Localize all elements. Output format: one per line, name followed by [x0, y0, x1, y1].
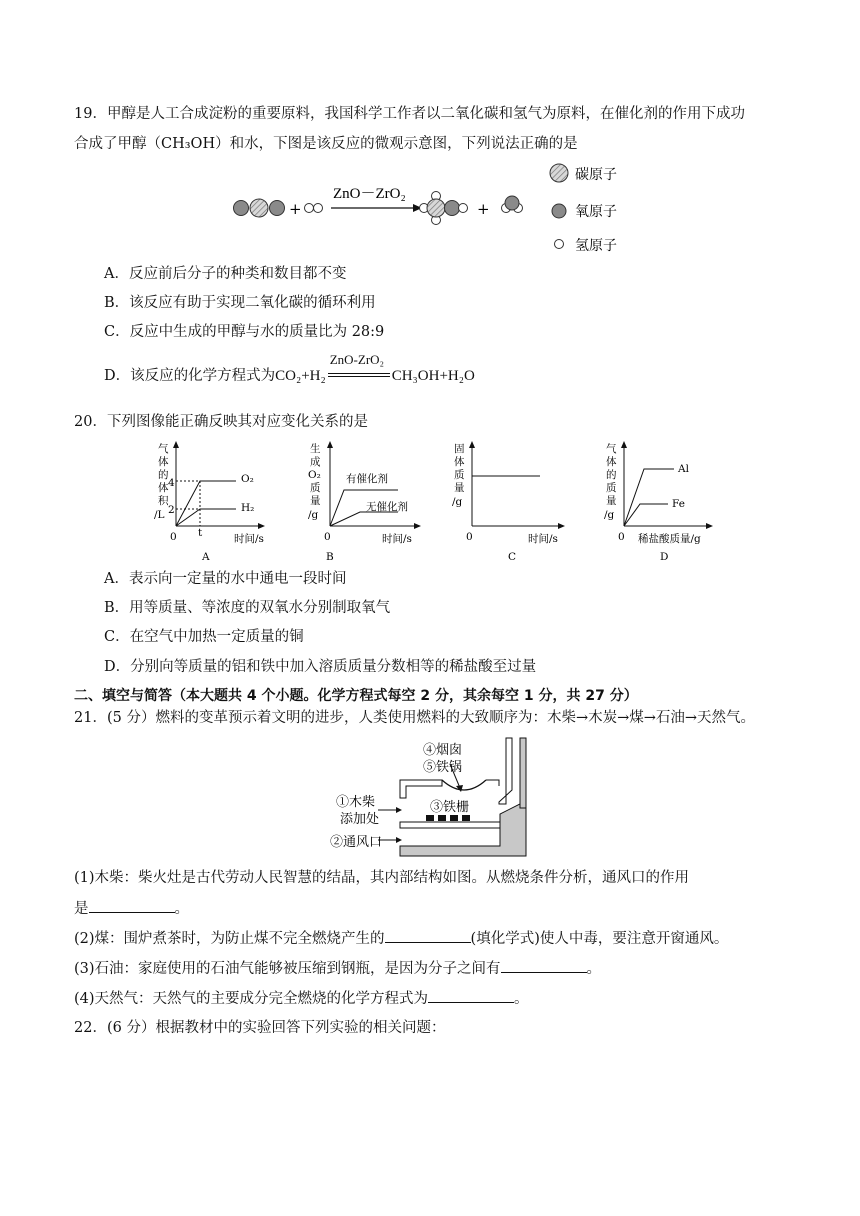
svg-text:/g: /g	[452, 496, 463, 508]
graph-d	[598, 440, 728, 562]
legend-hydrogen	[555, 238, 618, 254]
q19-catalyst: ZnO－ZrO₂	[333, 186, 406, 202]
q20-option-b: B．用等质量、等浓度的双氧水分别制取氧气	[104, 600, 391, 616]
svg-text:的: 的	[158, 469, 169, 481]
q20-stem: 20．下列图像能正确反映其对应变化关系的是	[74, 414, 368, 430]
svg-text:+: +	[477, 200, 490, 218]
q19-micro-diagram	[225, 160, 645, 256]
graph-a	[148, 440, 278, 562]
svg-text:氢原子: 氢原子	[575, 238, 617, 254]
svg-text:时间/s: 时间/s	[382, 533, 412, 545]
svg-text:量: 量	[606, 495, 617, 507]
q20-option-c: C．在空气中加热一定质量的铜	[104, 629, 304, 645]
svg-text:时间/s: 时间/s	[528, 533, 558, 545]
svg-text:D: D	[660, 551, 669, 562]
equation-right: CH₃OH+H₂O	[391, 368, 475, 384]
svg-text:4: 4	[168, 477, 175, 489]
equation-left: CO₂+H₂	[275, 368, 326, 384]
label-pot: ⑤铁锅	[423, 760, 463, 775]
svg-text:H₂: H₂	[241, 502, 255, 514]
svg-text:0: 0	[466, 531, 473, 543]
svg-text:碳原子: 碳原子	[575, 167, 617, 183]
h2-molecule	[305, 204, 323, 213]
q19-option-d	[104, 352, 475, 386]
svg-text:稀盐酸质量/g: 稀盐酸质量/g	[638, 533, 701, 545]
svg-text:2: 2	[168, 504, 175, 516]
svg-text:Fe: Fe	[672, 498, 685, 510]
svg-text:B: B	[326, 551, 334, 562]
q22-stem: 22．(6 分）根据教材中的实验回答下列实验的相关问题：	[74, 1020, 446, 1036]
svg-text:有催化剂: 有催化剂	[346, 473, 388, 485]
svg-text:量: 量	[454, 482, 465, 494]
q21-part-1-line2: 是 。	[74, 898, 189, 919]
q19-option-d-prefix: D．该反应的化学方程式为	[104, 368, 276, 384]
q21-part-1-line1: (1)木柴：柴火灶是古代劳动人民智慧的结晶，其内部结构如图。从燃烧条件分析，通风口的作用	[74, 870, 690, 886]
label-chimney: ④烟囱	[423, 743, 463, 758]
svg-text:O₂: O₂	[308, 469, 321, 481]
svg-text:0: 0	[324, 531, 331, 543]
svg-text:时间/s: 时间/s	[234, 533, 264, 545]
svg-text:A: A	[202, 551, 210, 562]
svg-text:质: 质	[310, 482, 321, 494]
svg-text:0: 0	[618, 531, 625, 543]
svg-text:无催化剂: 无催化剂	[366, 501, 408, 513]
svg-text:O₂: O₂	[241, 473, 254, 485]
svg-text:固: 固	[454, 443, 465, 455]
legend-oxygen	[552, 204, 617, 220]
answer-blank-4[interactable]	[428, 988, 514, 1003]
svg-text:生: 生	[310, 443, 321, 455]
svg-text:t: t	[198, 527, 203, 539]
svg-text:/L: /L	[154, 509, 165, 521]
svg-text:质: 质	[606, 482, 617, 494]
answer-blank-1[interactable]	[89, 898, 175, 913]
q19-option-c: C．反应中生成的甲醇与水的质量比为 28:9	[104, 324, 385, 340]
q21-stem: 21．(5 分）燃料的变革预示着文明的进步，人类使用燃料的大致顺序为：木柴→木炭→煤→石油→天然气。	[74, 710, 756, 726]
label-vent: ②通风口	[330, 835, 383, 850]
svg-text:气: 气	[606, 443, 617, 455]
label-wood-2: 添加处	[340, 812, 380, 827]
svg-text:/g: /g	[308, 509, 319, 521]
q19-stem-line1: 19．甲醇是人工合成淀粉的重要原料，我国科学工作者以二氧化碳和氢气为原料，在催化剂的作用下成功	[74, 106, 745, 122]
svg-text:体: 体	[158, 482, 169, 494]
methanol-molecule	[420, 192, 468, 225]
svg-text:C: C	[508, 551, 517, 562]
legend-carbon	[550, 164, 617, 183]
svg-text:质: 质	[454, 469, 465, 481]
q19-stem-line2: 合成了甲醇（CH₃OH）和水，下图是该反应的微观示意图，下列说法正确的是	[74, 136, 578, 152]
svg-text:的: 的	[606, 469, 617, 481]
stove-diagram	[330, 734, 560, 858]
svg-text:+: +	[289, 200, 302, 218]
graph-c	[450, 440, 580, 562]
q21-part-2: (2)煤：围炉煮茶时，为防止煤不完全燃烧产生的 (填化学式)使人中毒，要注意开窗通风。	[74, 928, 728, 949]
water-molecule	[502, 196, 523, 213]
svg-text:气: 气	[158, 443, 169, 455]
section-2-heading: 二、填空与简答（本大题共 4 个小题。化学方程式每空 2 分，其余每空 1 分，共 27 分）	[74, 688, 638, 704]
svg-text:成: 成	[310, 456, 321, 468]
answer-blank-2[interactable]	[385, 928, 471, 943]
svg-text:体: 体	[158, 456, 169, 468]
equation-catalyst: ZnO-ZrO₂	[329, 352, 385, 367]
q21-part-3: (3)石油：家庭使用的石油气能够被压缩到钢瓶，是因为分子之间有 。	[74, 958, 601, 979]
svg-text:积: 积	[158, 495, 169, 507]
graph-b	[302, 440, 432, 562]
svg-text:体: 体	[606, 456, 617, 468]
q21-part-4: (4)天然气：天然气的主要成分完全燃烧的化学方程式为 。	[74, 988, 529, 1009]
q20-option-d: D．分别向等质量的铝和铁中加入溶质质量分数相等的稀盐酸至过量	[104, 659, 537, 675]
co2-molecule	[234, 199, 285, 217]
svg-text:氧原子: 氧原子	[575, 204, 617, 220]
svg-text:量: 量	[310, 495, 321, 507]
svg-text:0: 0	[170, 531, 177, 543]
svg-text:Al: Al	[678, 463, 689, 475]
label-wood-1: ①木柴	[336, 795, 376, 810]
q19-option-a: A．反应前后分子的种类和数目都不变	[104, 266, 347, 282]
answer-blank-3[interactable]	[501, 958, 587, 973]
q19-option-b: B．该反应有助于实现二氧化碳的循环利用	[104, 295, 376, 311]
equation-sign	[326, 352, 392, 386]
svg-text:/g: /g	[604, 509, 615, 521]
svg-text:体: 体	[454, 456, 465, 468]
q20-option-a: A．表示向一定量的水中通电一段时间	[104, 571, 347, 587]
label-grate: ③铁栅	[430, 800, 470, 815]
